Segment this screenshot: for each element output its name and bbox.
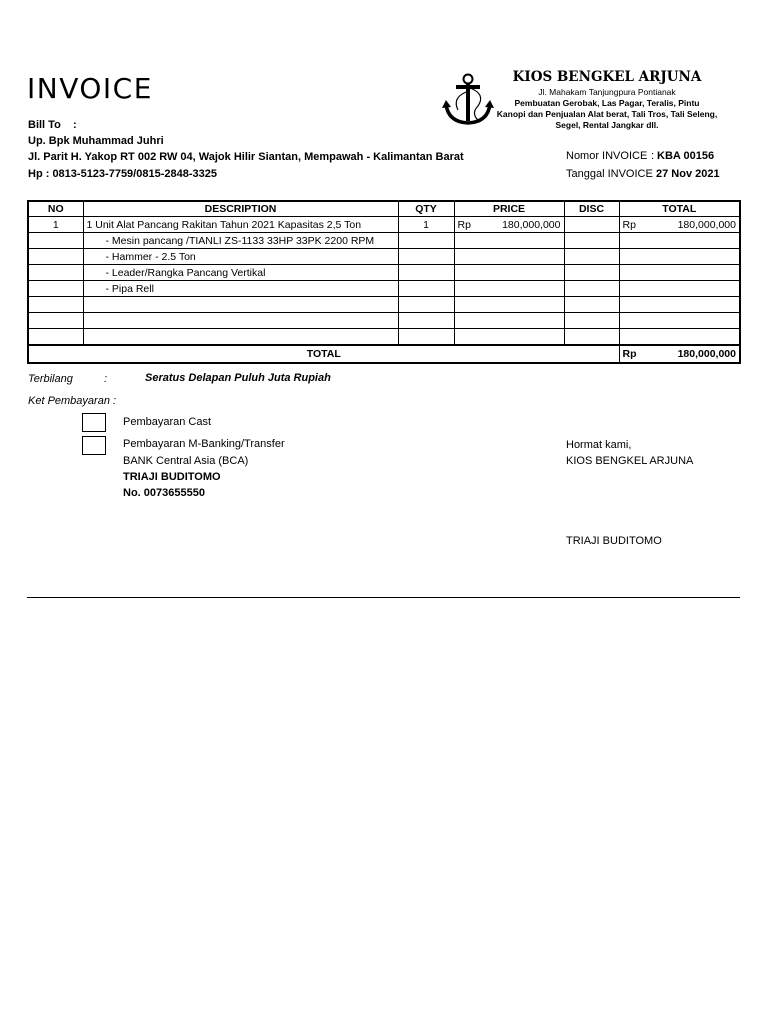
row-description xyxy=(83,313,398,329)
row-no xyxy=(28,249,83,265)
company-name: KIOS BENGKEL ARJUNA xyxy=(512,69,702,85)
row-total-cell xyxy=(619,249,740,265)
row-description: - Pipa Rell xyxy=(83,281,398,297)
payment-transfer-checkbox[interactable] xyxy=(82,436,106,455)
company-address: Jl. Mahakam Tanjungpura Pontianak xyxy=(538,87,676,97)
bank-name: BANK Central Asia (BCA) xyxy=(123,455,249,467)
header-no: NO xyxy=(28,201,83,217)
row-qty xyxy=(398,313,454,329)
invoice-date-label: Tanggal INVOICE : xyxy=(566,168,659,180)
row-disc xyxy=(564,281,619,297)
row-qty: 1 xyxy=(398,217,454,233)
table-total-row xyxy=(28,345,740,363)
table-row xyxy=(28,297,740,313)
header-disc: DISC xyxy=(564,201,619,217)
row-qty xyxy=(398,297,454,313)
row-price-currency: Rp xyxy=(457,218,471,231)
table-row xyxy=(28,281,740,297)
payment-transfer-label: Pembayaran M-Banking/Transfer xyxy=(123,438,285,450)
row-price-cell xyxy=(454,313,564,329)
row-no: 1 xyxy=(28,217,83,233)
account-number: No. 0073655550 xyxy=(123,487,205,499)
row-no xyxy=(28,297,83,313)
row-total-cell xyxy=(619,265,740,281)
invoice-title: INVOICE xyxy=(27,72,153,105)
header-description: DESCRIPTION xyxy=(83,201,398,217)
row-description: - Hammer - 2.5 Ton xyxy=(83,249,398,265)
row-total-cell xyxy=(619,233,740,249)
total-label: TOTAL xyxy=(28,345,619,363)
row-total-cell xyxy=(619,329,740,346)
bill-to-name: Up. Bpk Muhammad Juhri xyxy=(28,135,164,147)
sign-company: KIOS BENGKEL ARJUNA xyxy=(566,455,694,467)
table-row xyxy=(28,313,740,329)
company-desc-2: Kanopi dan Penjualan Alat berat, Tali Tros, Tali Seleng, xyxy=(496,109,718,119)
invoice-number-sep: : xyxy=(651,150,655,162)
row-disc xyxy=(564,313,619,329)
row-total-currency: Rp xyxy=(622,218,636,231)
sign-name: TRIAJI BUDITOMO xyxy=(566,535,662,547)
payment-cash-label: Pembayaran Cast xyxy=(123,416,212,428)
account-name: TRIAJI BUDITOMO xyxy=(123,471,221,483)
row-disc xyxy=(564,217,619,233)
row-description: - Leader/Rangka Pancang Vertikal xyxy=(83,265,398,281)
row-no xyxy=(28,313,83,329)
header-price: PRICE xyxy=(454,201,564,217)
row-no xyxy=(28,281,83,297)
sign-greeting: Hormat kami, xyxy=(566,439,632,451)
row-qty xyxy=(398,329,454,346)
bill-to-label: Bill To : xyxy=(28,119,77,131)
row-description: - Mesin pancang /TIANLI ZS-1133 33HP 33PK 2200 RPM xyxy=(83,233,398,249)
total-value: 180,000,000 xyxy=(677,348,736,360)
row-qty xyxy=(398,249,454,265)
row-price-cell xyxy=(454,265,564,281)
row-price: 180,000,000 xyxy=(502,218,561,231)
row-qty xyxy=(398,233,454,249)
table-row xyxy=(28,217,740,233)
total-amount-cell xyxy=(619,345,740,363)
row-no xyxy=(28,233,83,249)
row-description xyxy=(83,297,398,313)
row-description: 1 Unit Alat Pancang Rakitan Tahun 2021 Kapasitas 2,5 Ton xyxy=(83,217,398,233)
row-price-cell xyxy=(454,329,564,346)
company-desc-3: Segel, Rental Jangkar dll. xyxy=(555,120,659,130)
row-qty xyxy=(398,281,454,297)
row-description xyxy=(83,329,398,346)
row-no xyxy=(28,329,83,346)
invoice-number-value: KBA 00156 xyxy=(657,150,715,162)
terbilang-label: Terbilang xyxy=(28,373,73,385)
row-price-cell xyxy=(454,249,564,265)
payment-cash-checkbox[interactable] xyxy=(82,413,106,432)
row-price-cell xyxy=(454,233,564,249)
row-disc xyxy=(564,329,619,346)
row-qty xyxy=(398,265,454,281)
row-total: 180,000,000 xyxy=(677,218,736,231)
header-qty: QTY xyxy=(398,201,454,217)
row-price-cell xyxy=(454,297,564,313)
bill-to-address: Jl. Parit H. Yakop RT 002 RW 04, Wajok Hilir Siantan, Mempawah - Kalimantan Barat xyxy=(28,151,464,163)
footer-divider xyxy=(27,597,740,598)
table-row xyxy=(28,265,740,281)
row-price-cell xyxy=(454,217,564,233)
table-header-row xyxy=(28,201,740,217)
row-disc xyxy=(564,265,619,281)
row-total-cell xyxy=(619,297,740,313)
table-row xyxy=(28,249,740,265)
row-disc xyxy=(564,297,619,313)
row-disc xyxy=(564,249,619,265)
row-no xyxy=(28,265,83,281)
anchor-icon xyxy=(440,70,496,130)
bill-to-phone: Hp : 0813-5123-7759/0815-2848-3325 xyxy=(28,168,217,180)
table-row xyxy=(28,233,740,249)
row-total-cell xyxy=(619,281,740,297)
company-desc-1: Pembuatan Gerobak, Las Pagar, Teralis, Pintu xyxy=(514,98,700,108)
terbilang-value: Seratus Delapan Puluh Juta Rupiah xyxy=(145,372,331,384)
invoice-table xyxy=(27,200,741,364)
row-price-cell xyxy=(454,281,564,297)
invoice-date-value: 27 Nov 2021 xyxy=(656,168,720,180)
terbilang-sep: : xyxy=(104,373,108,385)
header-total: TOTAL xyxy=(619,201,740,217)
invoice-number-label: Nomor INVOICE xyxy=(566,150,648,162)
row-total-cell xyxy=(619,313,740,329)
row-total-cell xyxy=(619,217,740,233)
total-currency: Rp xyxy=(622,348,637,360)
table-row xyxy=(28,329,740,346)
payment-label: Ket Pembayaran : xyxy=(28,395,117,407)
row-disc xyxy=(564,233,619,249)
